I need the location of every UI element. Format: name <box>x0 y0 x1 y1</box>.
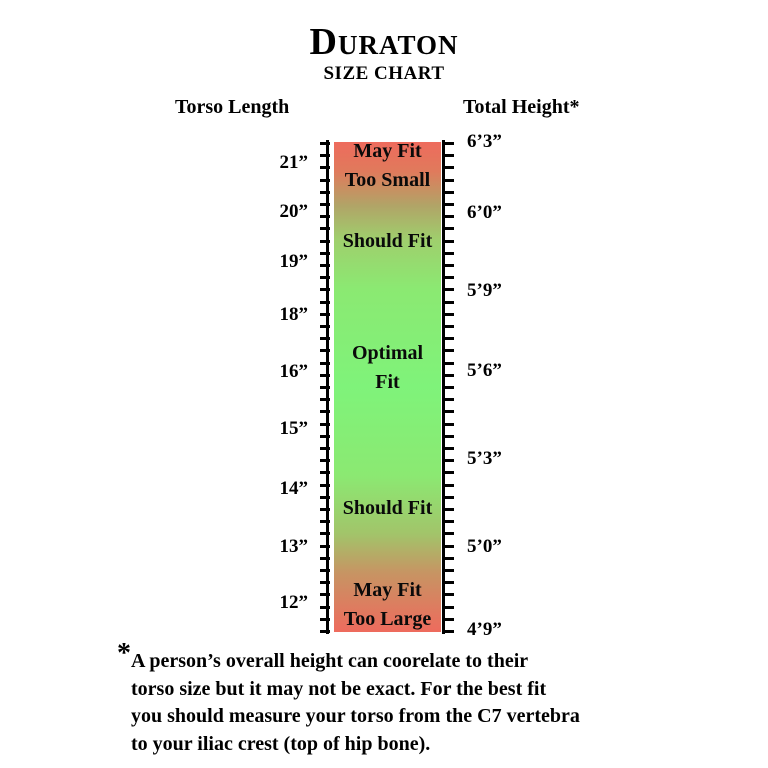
torso-ruler-tick <box>320 423 330 426</box>
torso-ruler-tick <box>320 398 330 401</box>
height-ruler-tick <box>444 435 454 438</box>
footnote-line: torso size but it may not be exact. For the best fit <box>131 677 547 700</box>
zone-too-large <box>334 576 441 634</box>
height-ruler-tick <box>444 349 454 352</box>
torso-ruler-tick <box>320 313 330 316</box>
torso-label: 15” <box>279 418 308 439</box>
height-ruler-tick <box>444 325 454 328</box>
torso-ruler-tick <box>320 240 330 243</box>
torso-ruler-tick <box>320 154 330 157</box>
height-ruler-tick <box>444 545 454 548</box>
height-ruler-tick <box>444 215 454 218</box>
height-label: 6’3” <box>467 131 502 152</box>
torso-ruler-tick <box>320 569 330 572</box>
height-ruler-tick <box>444 508 454 511</box>
zone-too-small <box>334 137 441 195</box>
height-label: 5’6” <box>467 360 502 381</box>
torso-ruler-tick <box>320 252 330 255</box>
height-ruler-tick <box>444 447 454 450</box>
height-ruler-tick <box>444 496 454 499</box>
torso-ruler-tick <box>320 337 330 340</box>
zone-optimal-line: Fit <box>375 371 400 393</box>
torso-ruler-tick <box>320 410 330 413</box>
torso-ruler-tick <box>320 215 330 218</box>
footnote-line: to your iliac crest (top of hip bone). <box>131 732 431 755</box>
torso-ruler-tick <box>320 349 330 352</box>
height-ruler-tick <box>444 398 454 401</box>
height-ruler-tick <box>444 240 454 243</box>
height-label: 5’3” <box>467 448 502 469</box>
height-ruler-tick <box>444 374 454 377</box>
torso-label: 13” <box>279 536 308 557</box>
torso-ruler-tick <box>320 227 330 230</box>
height-ruler-tick <box>444 191 454 194</box>
footnote <box>117 638 757 758</box>
zone-optimal-line: Optimal <box>351 342 424 364</box>
torso-ruler-tick <box>320 179 330 182</box>
height-ruler-tick <box>444 386 454 389</box>
torso-ruler-tick <box>320 325 330 328</box>
torso-ruler-tick <box>320 606 330 609</box>
height-label: 5’0” <box>467 536 502 557</box>
zone-should-fit-lower: Should Fit <box>342 497 433 519</box>
height-ruler-tick <box>444 593 454 596</box>
height-ruler-tick <box>444 423 454 426</box>
torso-ruler-tick <box>320 471 330 474</box>
torso-ruler-tick <box>320 435 330 438</box>
height-label: 4’9” <box>467 619 502 640</box>
height-ruler-tick <box>444 606 454 609</box>
height-ruler-tick <box>444 362 454 365</box>
height-ruler-tick <box>444 581 454 584</box>
height-label: 5’9” <box>467 280 502 301</box>
chart-subtitle: SIZE CHART <box>323 63 445 84</box>
torso-ruler-tick <box>320 508 330 511</box>
height-ruler-tick <box>444 520 454 523</box>
torso-ruler-tick <box>320 593 330 596</box>
torso-ruler-tick <box>320 532 330 535</box>
zone-optimal-fit <box>334 339 441 397</box>
height-ruler-tick <box>444 301 454 304</box>
torso-ruler-tick <box>320 630 330 633</box>
height-ruler-tick <box>444 203 454 206</box>
torso-ruler-tick <box>320 288 330 291</box>
torso-ruler-tick <box>320 581 330 584</box>
height-ruler-tick <box>444 313 454 316</box>
zone-should-fit-upper: Should Fit <box>342 230 433 252</box>
height-ruler-tick <box>444 154 454 157</box>
torso-label: 19” <box>279 251 308 272</box>
footnote-text <box>131 642 757 758</box>
zone-too-large-line: Too Large <box>343 608 432 630</box>
height-ruler-tick <box>444 166 454 169</box>
torso-ruler-tick <box>320 618 330 621</box>
torso-ruler-tick <box>320 191 330 194</box>
brand-rest: URATON <box>337 30 459 60</box>
torso-ruler-tick <box>320 447 330 450</box>
height-ruler-tick <box>444 142 454 145</box>
footnote-line: you should measure your torso from the C7 vertebra <box>131 705 580 727</box>
torso-ruler-tick <box>320 203 330 206</box>
total-height-header: Total Height* <box>463 96 580 118</box>
height-ruler-tick <box>444 471 454 474</box>
zone-too-small-line: Too Small <box>344 169 431 191</box>
height-ruler-tick <box>444 337 454 340</box>
torso-label: 21” <box>279 152 308 173</box>
height-ruler-tick <box>444 484 454 487</box>
brand-initial: D <box>309 21 338 63</box>
height-ruler-tick <box>444 532 454 535</box>
footnote-line: A person’s overall height can coorelate to their <box>131 650 529 672</box>
torso-ruler-tick <box>320 142 330 145</box>
height-ruler-tick <box>444 459 454 462</box>
torso-ruler-tick <box>320 459 330 462</box>
torso-ruler-tick <box>320 362 330 365</box>
torso-label: 18” <box>279 304 308 325</box>
torso-ruler-tick <box>320 386 330 389</box>
torso-label: 20” <box>279 201 308 222</box>
torso-ruler-tick <box>320 484 330 487</box>
height-ruler-tick <box>444 179 454 182</box>
height-ruler-tick <box>444 630 454 633</box>
height-ruler-tick <box>444 569 454 572</box>
footnote-asterisk: * <box>117 638 131 669</box>
height-ruler-tick <box>444 288 454 291</box>
height-label: 6’0” <box>467 202 502 223</box>
brand-title <box>0 22 768 65</box>
torso-ruler-tick <box>320 545 330 548</box>
zone-too-large-line: May Fit <box>353 579 422 601</box>
height-ruler-tick <box>444 252 454 255</box>
torso-ruler-tick <box>320 374 330 377</box>
height-ruler-tick <box>444 276 454 279</box>
torso-length-header: Torso Length <box>175 96 290 118</box>
torso-label: 12” <box>279 592 308 613</box>
torso-ruler-tick <box>320 557 330 560</box>
torso-label: 14” <box>279 478 308 499</box>
height-ruler-tick <box>444 618 454 621</box>
height-ruler-tick <box>444 410 454 413</box>
height-ruler-tick <box>444 227 454 230</box>
height-ruler-tick <box>444 557 454 560</box>
zone-too-small-line: May Fit <box>353 140 422 162</box>
torso-ruler-tick <box>320 276 330 279</box>
torso-ruler-tick <box>320 264 330 267</box>
torso-label: 16” <box>279 361 308 382</box>
torso-ruler-tick <box>320 496 330 499</box>
torso-ruler-tick <box>320 166 330 169</box>
torso-ruler-tick <box>320 520 330 523</box>
torso-ruler-tick <box>320 301 330 304</box>
height-ruler-tick <box>444 264 454 267</box>
